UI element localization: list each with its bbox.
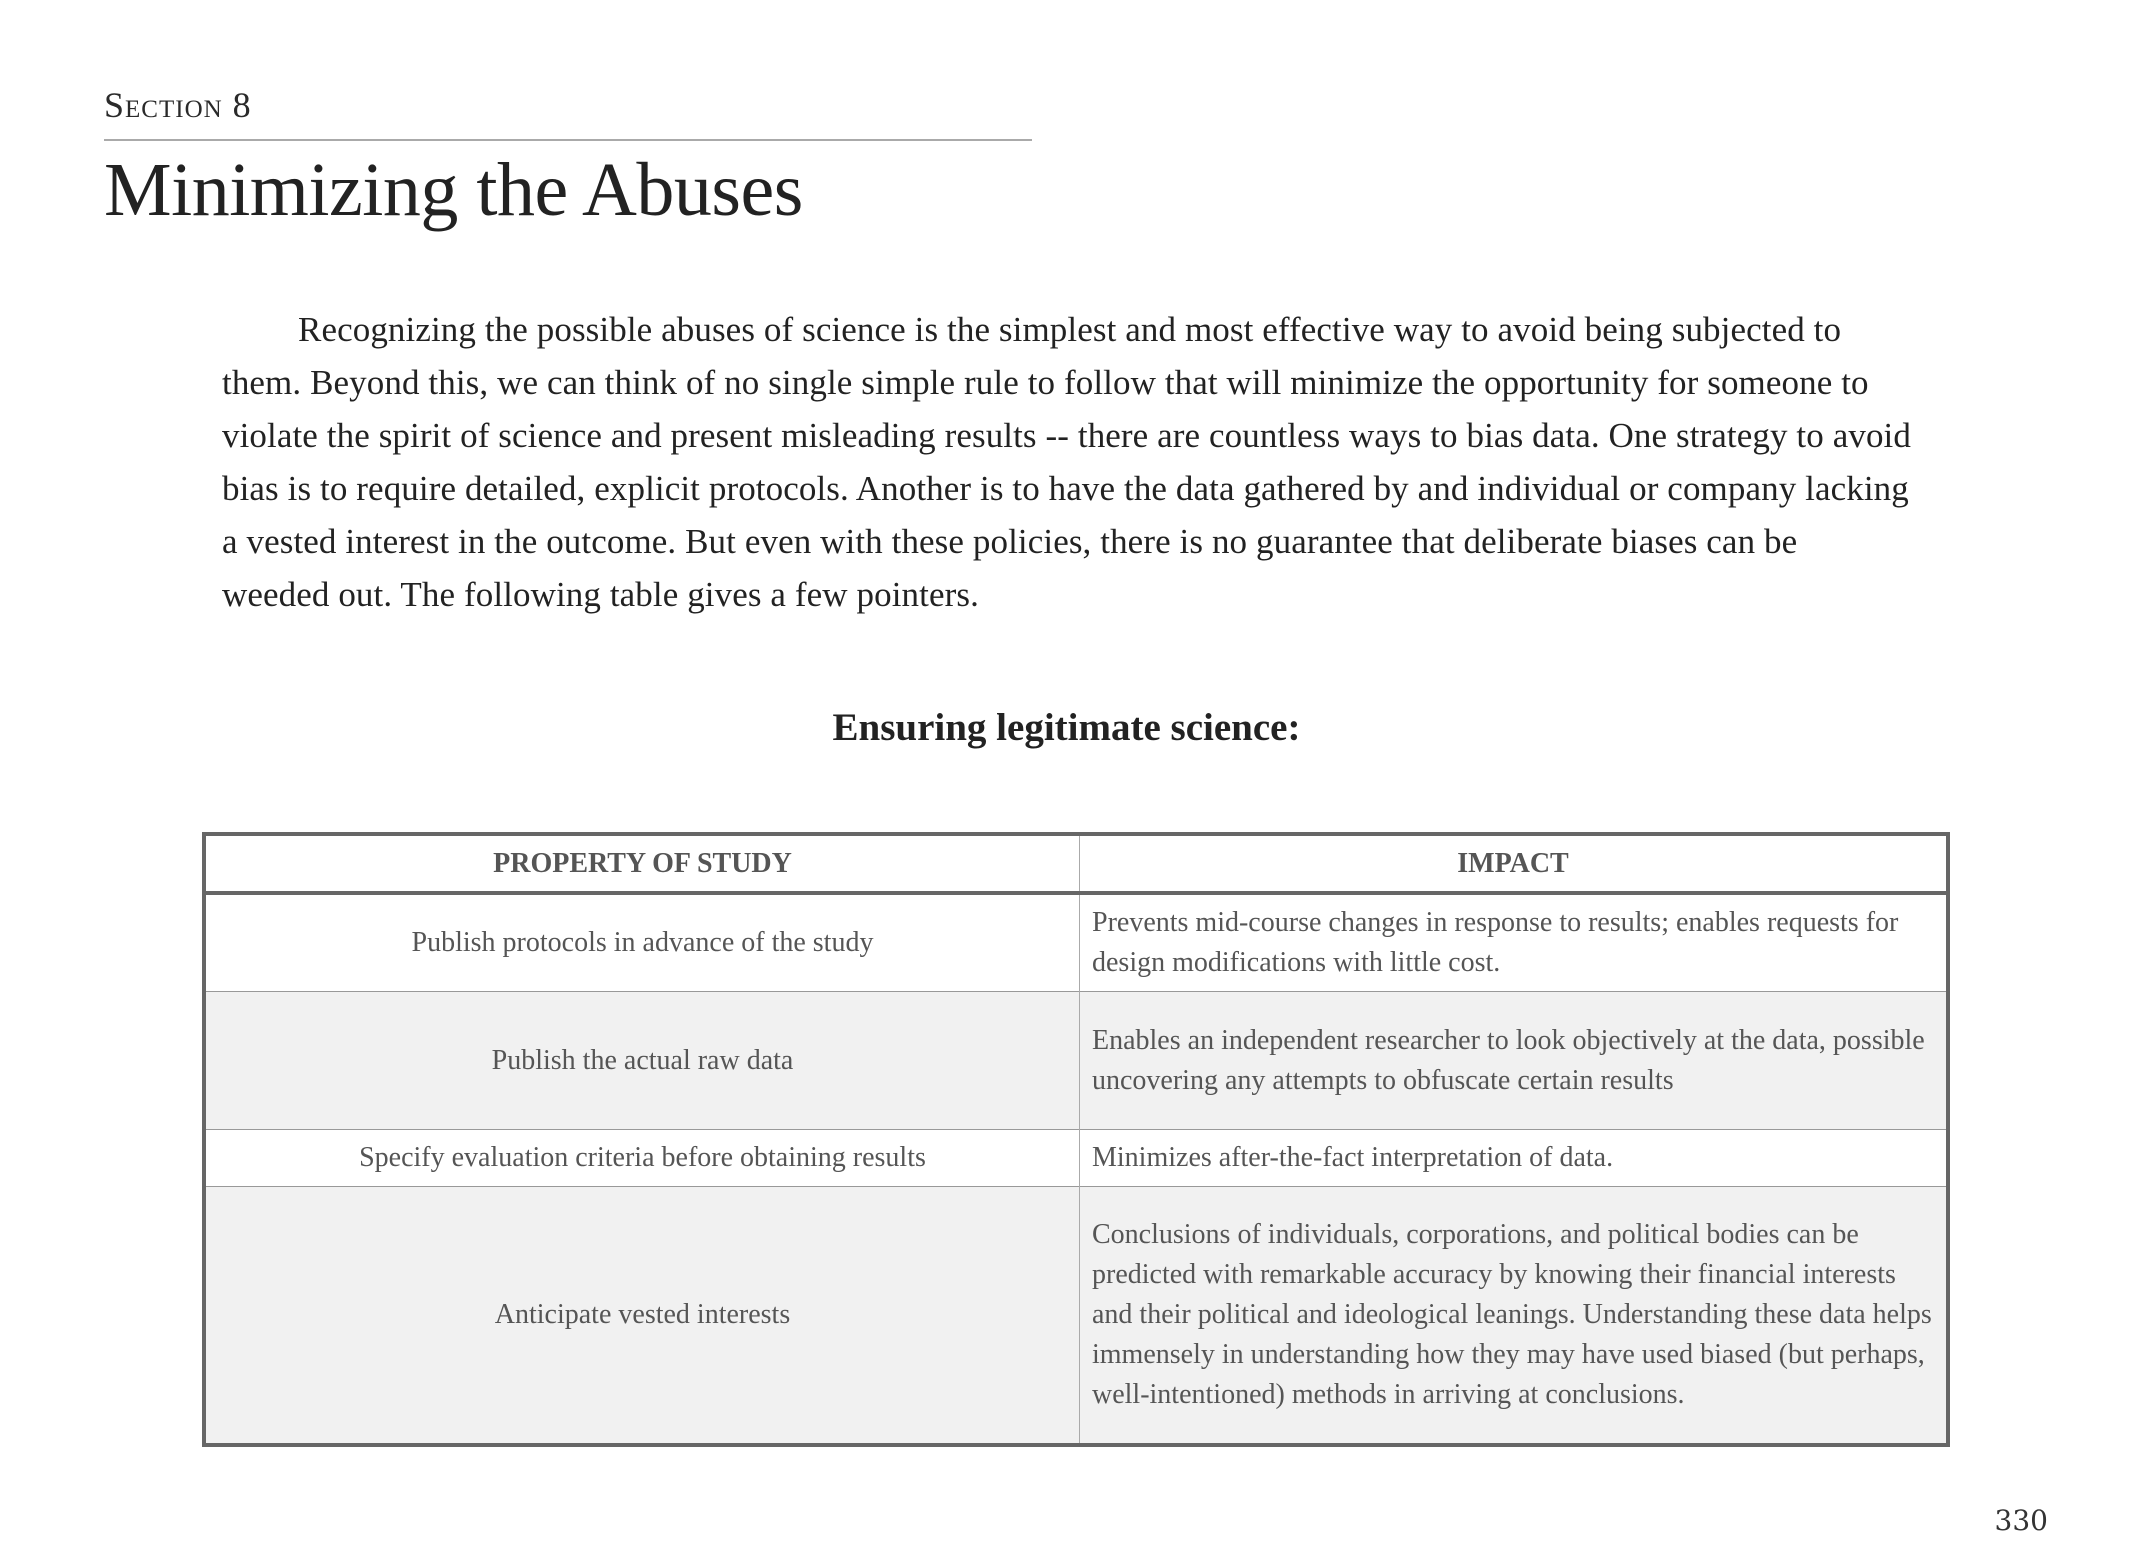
table-header-row: [204, 834, 1948, 893]
column-header-impact: IMPACT: [1080, 834, 1949, 893]
page-number: 330: [1994, 1504, 2048, 1537]
table-container: [202, 832, 1950, 1447]
body-paragraph: Recognizing the possible abuses of science is the simplest and most effective way to avoid being subjected to them. Beyond this, we can think of no single simple rule to follow that will minimize the opportunity for someone to violate the spirit of science and present misleading results -- there are countless ways to bias data. One strategy to avoid bias is to require detailed, explicit protocols. Another is to have the data gathered by and individual or company lacking a vested interest in the outcome. But even with these policies, there is no guarantee that deliberate biases can be weeded out. The following table gives a few pointers.: [222, 310, 1911, 614]
legitimate-science-table: [202, 832, 1950, 1447]
page-title: Minimizing the Abuses: [104, 148, 803, 232]
section-label: Section 8: [104, 85, 252, 125]
impact-cell: Minimizes after-the-fact interpretation of data.: [1080, 1130, 1949, 1187]
table-row: [204, 1187, 1948, 1445]
property-cell: Anticipate vested interests: [204, 1187, 1080, 1445]
table-title: Ensuring legitimate science:: [832, 706, 1301, 749]
column-header-property: PROPERTY OF STUDY: [204, 834, 1080, 893]
property-cell: Publish protocols in advance of the study: [204, 893, 1080, 992]
impact-cell: Prevents mid-course changes in response to results; enables requests for design modifications with little cost.: [1080, 893, 1949, 992]
property-cell: Publish the actual raw data: [204, 992, 1080, 1130]
table-row: [204, 1130, 1948, 1187]
impact-cell: Enables an independent researcher to look objectively at the data, possible uncovering any attempts to obfuscate certain results: [1080, 992, 1949, 1130]
table-row: [204, 992, 1948, 1130]
property-cell: Specify evaluation criteria before obtaining results: [204, 1130, 1080, 1187]
impact-cell: Conclusions of individuals, corporations, and political bodies can be predicted with remarkable accuracy by knowing their financial interests and their political and ideological leanings. Understanding these data helps immensely in understanding how they may have used biased (but perhaps, well-intentioned) methods in arriving at conclusions.: [1080, 1187, 1949, 1445]
table-row: [204, 893, 1948, 992]
